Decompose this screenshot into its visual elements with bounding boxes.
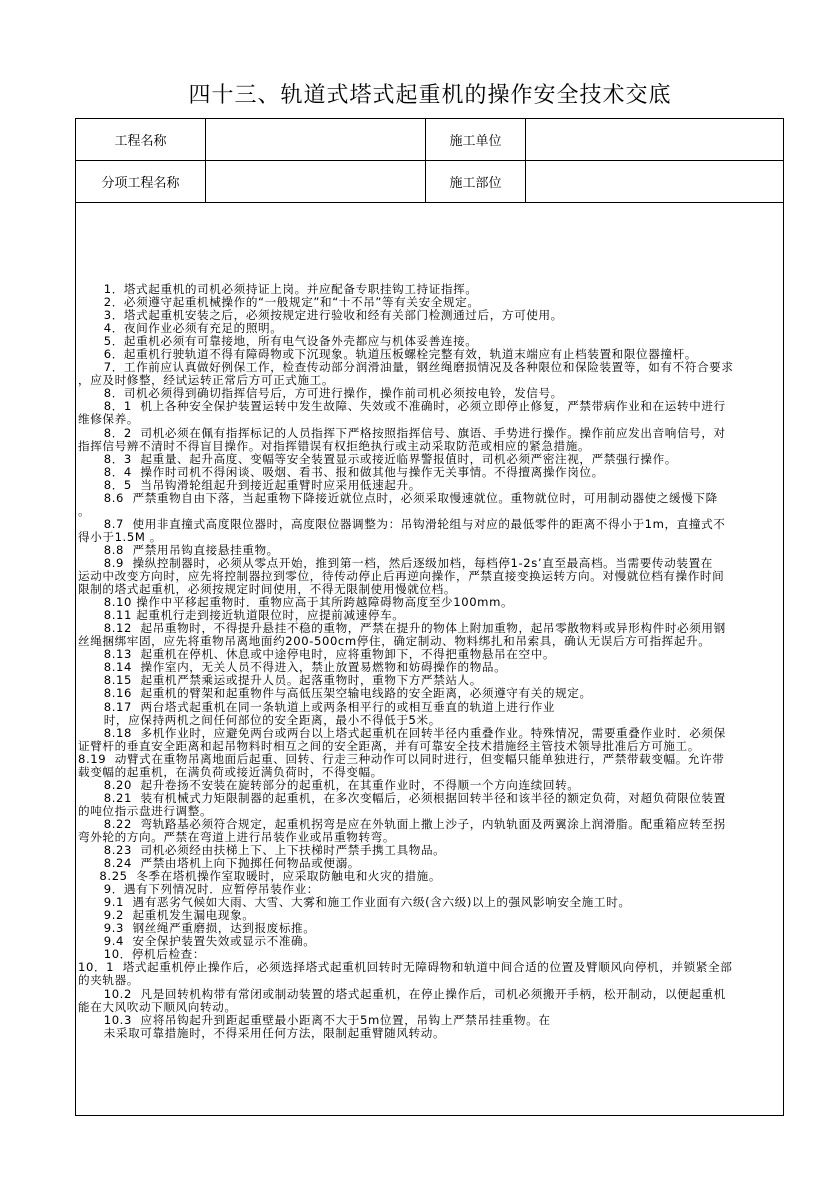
content-line: 8.13 起重机在停机、休息或中途停电时，应将重物卸下，不得把重物悬吊在空中。 — [78, 647, 556, 662]
construction-part-field[interactable] — [526, 161, 785, 202]
content-line: 9.4 安全保护装置失效或显示不准确。 — [78, 934, 316, 949]
content-line: 8.15 起重机严禁乘运或提升人员。起落重物时，重物下方严禁站人。 — [78, 673, 482, 688]
content-line: 8.25 冬季在塔机操作室取暖时，应采取防触电和火灾的措施。 — [78, 869, 442, 884]
content-line: 7．工作前应认真做好例保工作，检查传动部分润滑油量，钢丝绳磨损情况及各种限位和保险装置等，如有不符合要求 — [78, 360, 734, 375]
content-line: 8.16 起重机的臂架和起重物件与高低压架空输电线路的安全距离，必须遵守有关的规定。 — [78, 686, 592, 701]
content-line: 10.3 应将吊钩起升到距起重壁最小距离不大于5m位置，吊钩上严禁吊挂重物。在 — [78, 1012, 551, 1027]
content-line: 8.21 装有机械式力矩限制器的起重机，在多次变幅后，必须根据回转半径和该半径的额定负荷，对超负荷限位装置 — [78, 790, 726, 805]
content-line: 弯外轮的方向。严禁在弯道上进行吊装作业或吊重物转弯。 — [78, 829, 396, 844]
content-line: 8.24 严禁由塔机上向下抛掷任何物品或便溺。 — [78, 856, 360, 871]
content-line: 8.10 操作中平移起重物时．重物应高于其所跨越障碍物高度至少100mm。 — [78, 595, 514, 610]
content-line: 的吨位指示盘进行调整。 — [78, 803, 213, 818]
content-line: 6．起重机行驶轨道不得有障碍物或下沉现象。轨道压板螺栓完整有效，轨道末端应有止档装置和限位器撞杆。 — [78, 347, 697, 362]
content-line: 运动中改变方向时，应先将控制器拉到零位，待传动停止后再逆向操作，严禁直接变换运转方向。对慢就位档有操作时间 — [78, 569, 725, 584]
content-line: 8.20 起升卷扬不安装在旋转部分的起重机，在其重作业时，不得顺一个方向连续回转。 — [78, 777, 580, 792]
header-row-2 — [76, 161, 783, 203]
content-line: 8.11 起重机行走到接近轨道限位时，应提前减速停车。 — [78, 608, 405, 623]
content-line: 1．塔式起重机的司机必须持证上岗。并应配备专职挂钩工持证指挥。 — [78, 282, 478, 296]
construction-part-label: 施工部位 — [426, 161, 526, 202]
header-row-1 — [76, 119, 783, 161]
content-line: 5．起重机必须有可靠接地，所有电气设备外壳都应与机体妥善连接。 — [78, 334, 478, 349]
content-line: 8．司机必须得到确切指挥信号后，方可进行操作，操作前司机必须按电铃，发信号。 — [78, 386, 563, 401]
content-line: 8．2 司机必须在佩有指挥标记的人员指挥下严格按照指挥信号、旗语、手势进行操作。操作前应发出音响信号，对 — [78, 425, 726, 440]
content-line: 证臂杆的垂直安全距离和起吊物料时相互之间的安全距离，并有可靠安全技术措施经主管技术领导批准后方可施工。 — [78, 738, 700, 753]
content-line: 得小于1.5M 。 — [78, 529, 162, 544]
content-line: ，应及时修整，经试运转正常后方可正式施工。 — [78, 373, 335, 388]
content-line: 8.22 弯轨路基必须符合规定，起重机拐弯是应在外轨面上撒上沙子，内轨轨面及两翼涂上润滑脂。配重箱应转至拐 — [78, 816, 726, 831]
content-line: 2．必须遵守起重机械操作的“一般规定”和“十不吊”等有关安全规定。 — [78, 295, 480, 310]
content-line: 8.8 严禁用吊钩直接悬挂重物。 — [78, 542, 279, 557]
construction-unit-field[interactable] — [526, 119, 785, 160]
disclosure-content — [76, 283, 783, 1040]
content-line: 9．遇有下列情况时．应暂停吊装作业： — [78, 882, 319, 897]
content-line: 9.2 起重机发生漏电现象。 — [78, 908, 255, 923]
construction-unit-label: 施工单位 — [426, 119, 526, 160]
content-line: 指挥信号辨不清时不得盲目操作。对指挥错误有权拒绝执行或主动采取防范或相应的紧急措施。 — [78, 438, 591, 453]
content-line: 未采取可靠措施时，不得采用任何方法，限制起重臂随风转动。 — [78, 1025, 446, 1040]
content-line: 限制的塔式起重机，必须按规定时间使用，不得无限制使用慢就位档。 — [78, 582, 457, 597]
content-line: 丝绳捆绑牢固，应先将重物吊离地面约200-500cm停住，确定制动、物料绑扎和吊索具，确认无误后方可指挥起升。 — [78, 634, 711, 649]
content-line: 8.23 司机必须经由扶梯上下、上下扶梯时严禁手携工具物品。 — [78, 843, 446, 858]
project-name-field[interactable] — [206, 119, 426, 160]
content-line: 8．5 当吊钩滑轮组起升到接近起重臂时应采用低速起升。 — [78, 477, 421, 492]
content-line: 8.17 两台塔式起重机在同一条轨道上或两条相平行的或相互垂直的轨道上进行作业 — [78, 699, 556, 714]
content-line: 8.19 动臂式在重物吊离地面后起重、回转、行走三种动作可以同时进行，但变幅只能单独进行，严禁带载变幅。允许带 — [78, 751, 725, 766]
document-title: 四十三、轨道式塔式起重机的操作安全技术交底 — [188, 83, 672, 108]
content-line: 10．停机后检查： — [78, 947, 206, 962]
project-name-label: 工程名称 — [76, 119, 206, 160]
disclosure-form — [75, 118, 784, 1116]
content-line: 维修保养。 — [78, 412, 139, 427]
content-line: 能在大风吹动下顺风向转动。 — [78, 999, 237, 1014]
content-line: 时，应保持两机之间任何部位的安全距离，最小不得低于5米。 — [78, 712, 441, 727]
content-line: 8.12 起吊重物时，不得提升悬挂不稳的重物，严禁在提升的物体上附加重物，起吊零散物料或异形构件时必须用钢 — [78, 621, 726, 636]
content-line: 9.1 遇有恶劣气候如大雨、大雪、大雾和施工作业面有六级(含六级)以上的强风影响安全施工时。 — [78, 895, 631, 910]
content-line: 载变幅的起重机，在满负荷或接近满负荷时，不得变幅。 — [78, 764, 383, 779]
content-line: 8.18 多机作业时，应避免两台或两台以上塔式起重机在回转半径内重叠作业。特殊情况，需要重叠作业时．必须保 — [78, 725, 726, 740]
content-line: 8．4 操作时司机不得闲谈、吸烟、看书、报和做其他与操作无关事情。不得擅离操作岗位。 — [78, 464, 604, 479]
content-line: 10.2 凡是回转机构带有常闭或制动装置的塔式起重机，在停止操作后，司机必须搬开手柄，松开制动，以便起重机 — [78, 986, 726, 1001]
content-line: 8.9 操纵控制器时，必须从零点开始，推到第一档，然后逐级加档，每档停1-2s’直至最高档。当需要传动装置在 — [78, 555, 713, 570]
content-line: 的夹轨器。 — [78, 973, 139, 988]
content-line: 10．1 塔式起重机停止操作后，必须选择塔式起重机回转时无障碍物和轨道中间合适的位置及臂顺风向停机，并锁紧全部 — [78, 960, 733, 975]
content-line: 3．塔式起重机安装之后，必须按规定进行验收和经有关部门检测通过后，方可使用。 — [78, 308, 563, 323]
content-line: 。 — [78, 503, 91, 518]
sub-project-label: 分项工程名称 — [76, 161, 206, 202]
sub-project-field[interactable] — [206, 161, 426, 202]
content-line: 8．3 起重量、起升高度、变幅等安全装置显示或接近临界警报值时，司机必须严密注视，严禁强行操作。 — [78, 451, 677, 466]
content-line: 4．夜间作业必须有充足的照明。 — [78, 321, 283, 336]
content-line: 8.7 使用非直撞式高度限位器时，高度限位器调整为：吊钩滑轮组与对应的最低零件的距离不得小于1m，直撞式不 — [78, 516, 726, 531]
content-line: 8．1 机上各种安全保护装置运转中发生故障、失效或不准确时，必须立即停止修复，严禁带病作业和在运转中进行 — [78, 399, 726, 414]
content-line: 8.6 严禁重物自由下落，当起重物下降接近就位点时，必须采取慢速就位。重物就位时，可用制动器使之缓慢下降 — [78, 490, 718, 505]
content-line: 9.3 钢丝绳严重磨损，达到报废标推。 — [78, 921, 316, 936]
content-line: 8.14 操作室内，无关人员不得进入，禁止放置易燃物和妨碍操作的物品。 — [78, 660, 507, 675]
